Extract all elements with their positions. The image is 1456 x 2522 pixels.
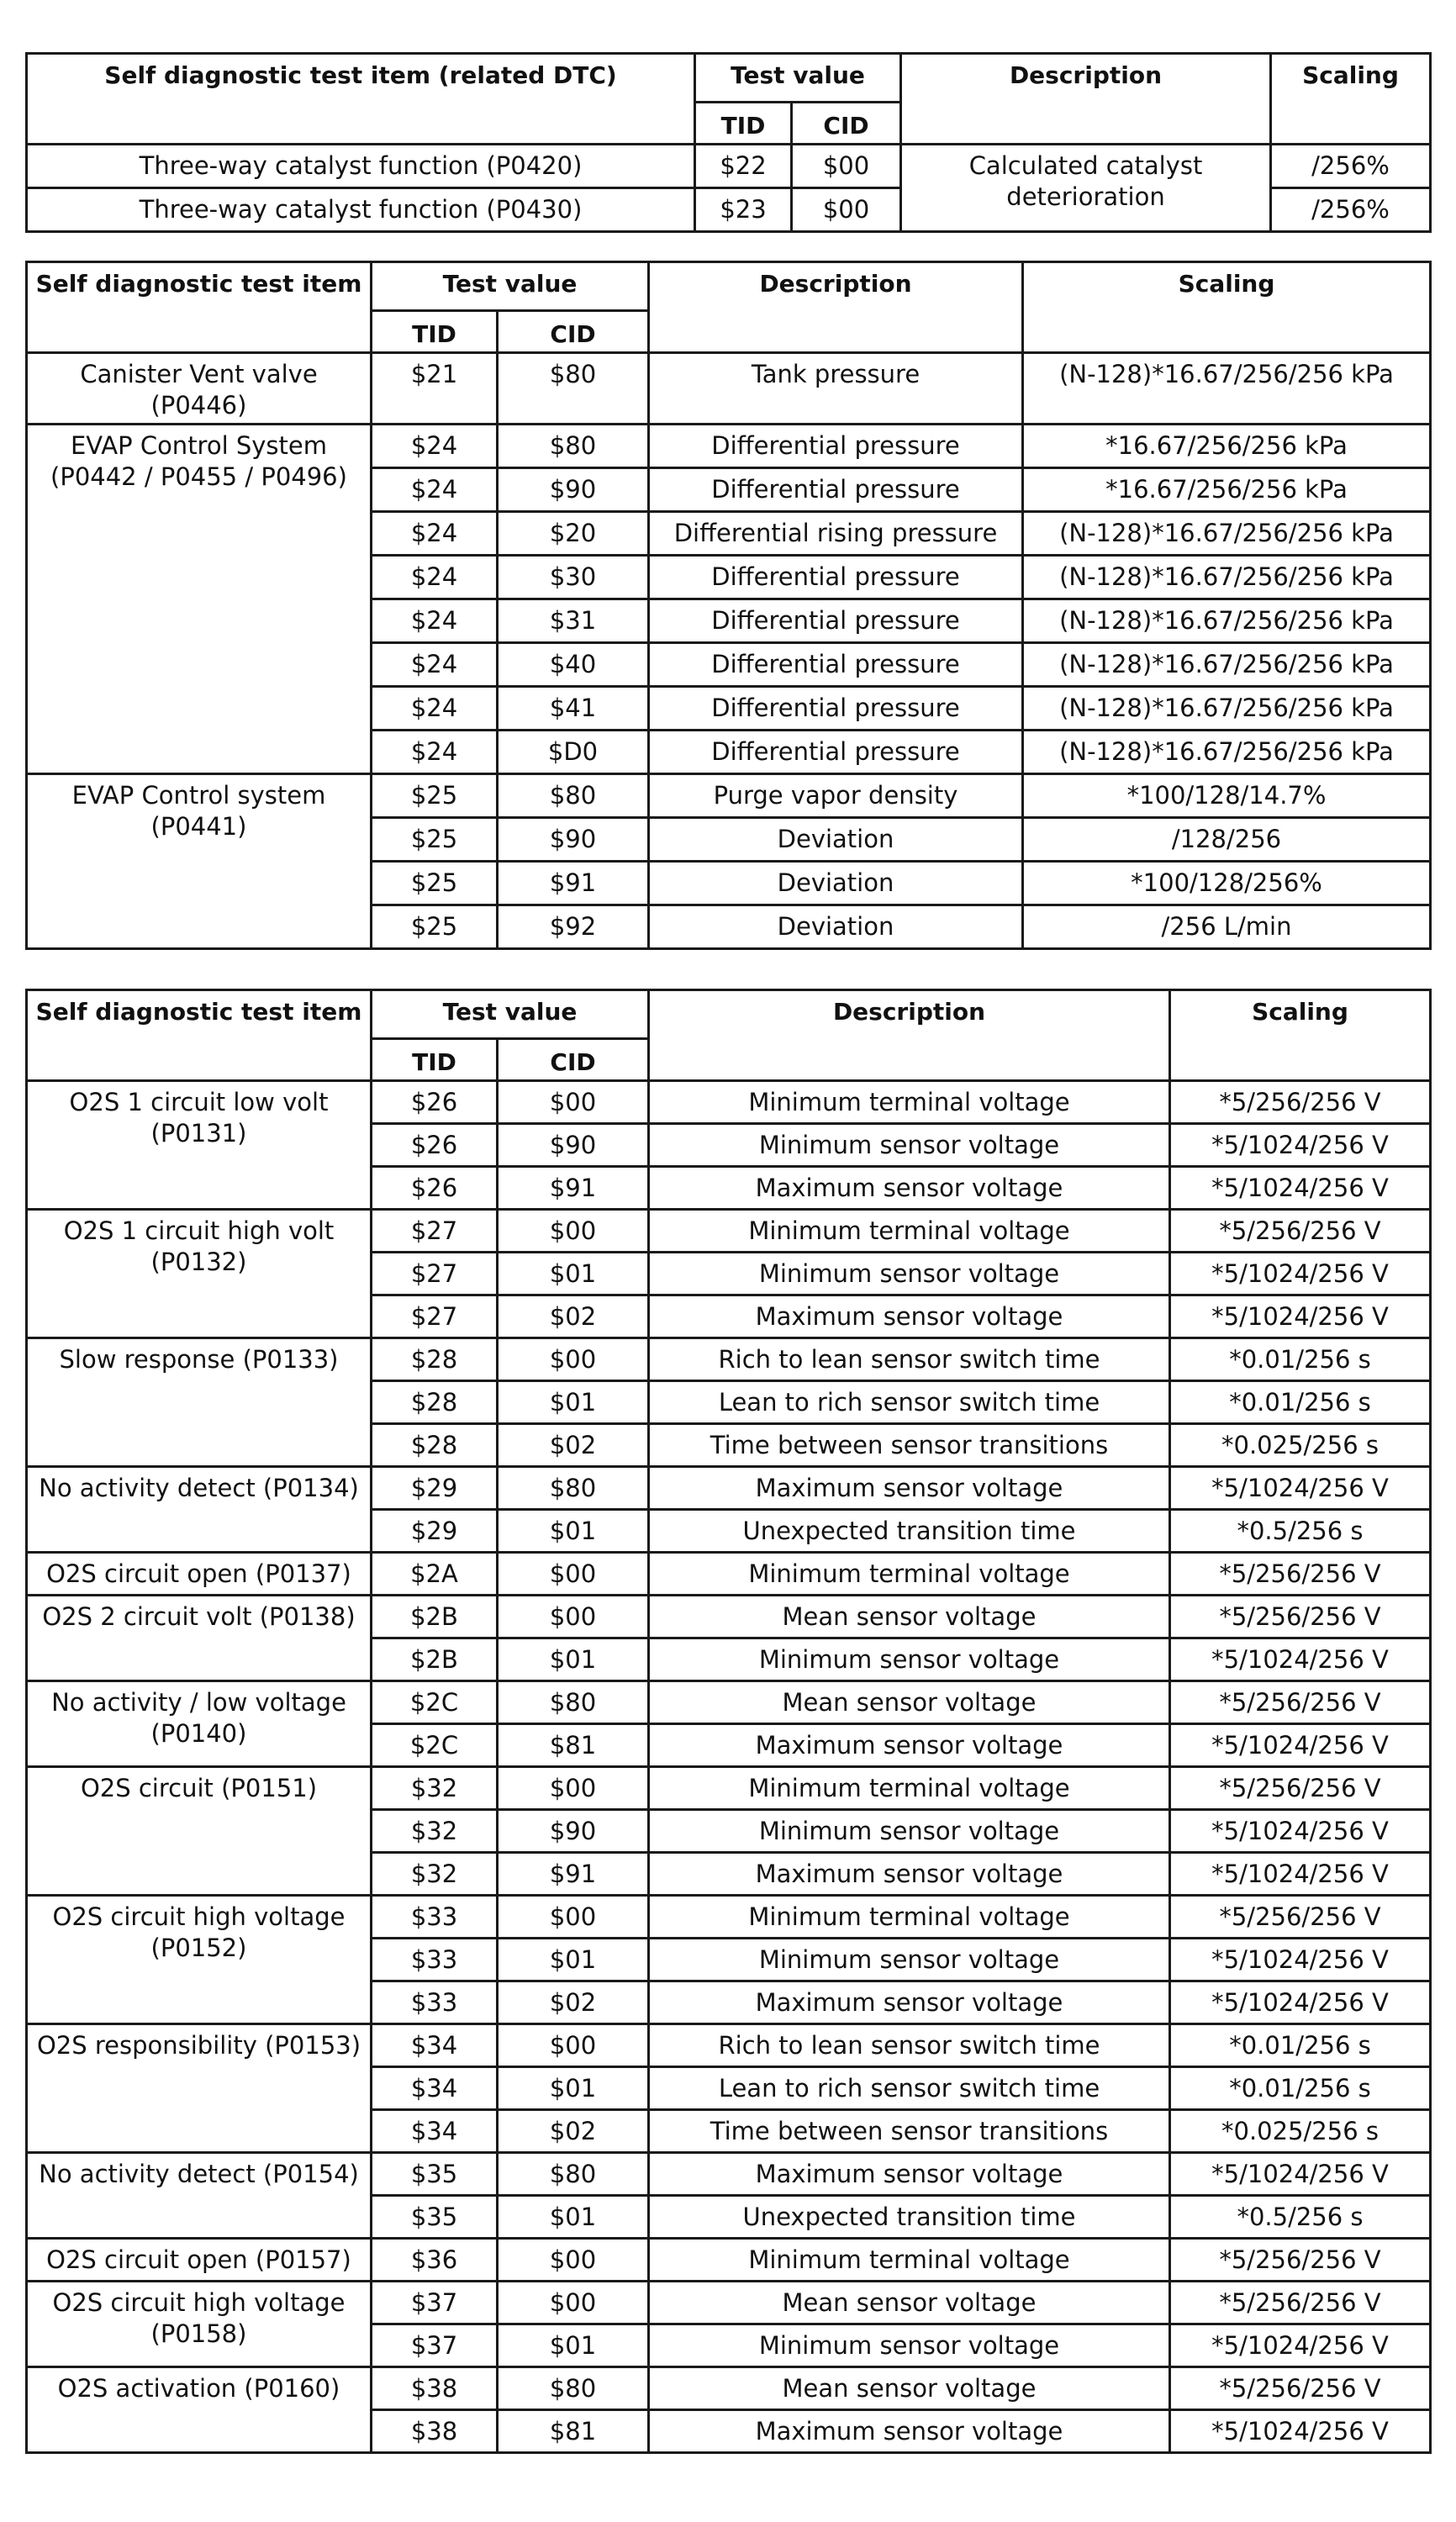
table-cell-scaling: *5/256/256 V [1170,2367,1431,2410]
table-cell-tid: $25 [372,818,498,862]
table-cell-description: Time between sensor transitions [649,1424,1170,1467]
table-cell-description: Maximum sensor voltage [649,1467,1170,1510]
table-cell-item: Three-way catalyst function (P0420) [27,145,695,188]
table-cell-tid: $34 [372,2110,498,2153]
table-cell-description: Minimum sensor voltage [649,1124,1170,1167]
table-cell-scaling: *5/256/256 V [1170,1681,1431,1724]
table-cell-scaling: *0.025/256 s [1170,2110,1431,2153]
table-cell-description: Unexpected transition time [649,2196,1170,2239]
table-cell-tid: $29 [372,1467,498,1510]
table-cell-description: Deviation [649,905,1023,949]
table-cell-scaling: *5/256/256 V [1170,2239,1431,2282]
table-cell-description: Unexpected transition time [649,1510,1170,1553]
table-cell-scaling: *16.67/256/256 kPa [1023,468,1431,512]
table-cell-cid: $00 [792,145,901,188]
table-cell-cid: $40 [498,643,649,687]
table-cell-description: Mean sensor voltage [649,2367,1170,2410]
table-row [27,425,1431,468]
table-cell-scaling: *16.67/256/256 kPa [1023,425,1431,468]
header-test-value: Test value [372,990,649,1039]
table-cell-description: Maximum sensor voltage [649,1724,1170,1767]
table-cell-tid: $2B [372,1638,498,1681]
table-cell-tid: $28 [372,1381,498,1424]
table-row [27,1553,1431,1596]
table-cell-scaling: *5/1024/256 V [1170,1638,1431,1681]
table-cell-scaling: *0.01/256 s [1170,1381,1431,1424]
table-cell-scaling: (N-128)*16.67/256/256 kPa [1023,643,1431,687]
table-cell-cid: $02 [498,1424,649,1467]
table-cell-scaling: /256 L/min [1023,905,1431,949]
table-cell-cid: $81 [498,2410,649,2453]
table-cell-scaling: *5/1024/256 V [1170,1939,1431,1981]
table-cell-cid: $92 [498,905,649,949]
table-cell-tid: $24 [372,643,498,687]
table-cell-scaling: *5/1024/256 V [1170,1124,1431,1167]
table-cell-scaling: *5/1024/256 V [1170,1167,1431,1210]
table-cell-description: Purge vapor density [649,774,1023,818]
table-cell-item: O2S circuit (P0151) [27,1767,372,1896]
table-row [27,2367,1431,2410]
table-cell-cid: $90 [498,1810,649,1853]
table-cell-cid: $02 [498,2110,649,2153]
table-cell-scaling: *5/256/256 V [1170,1210,1431,1253]
table-cell-scaling: *5/1024/256 V [1170,1295,1431,1338]
table-cell-item: No activity detect (P0154) [27,2153,372,2239]
table-row [27,353,1431,425]
table-cell-scaling: *0.5/256 s [1170,2196,1431,2239]
table-cell-item: EVAP Control System (P0442 / P0455 / P0496) [27,425,372,774]
table-cell-tid: $22 [695,145,792,188]
table-cell-cid: $01 [498,2196,649,2239]
table-cell-cid: $91 [498,1853,649,1896]
table-cell-scaling: /256% [1271,188,1431,232]
table-cell-description: Mean sensor voltage [649,1596,1170,1638]
table-cell-cid: $01 [498,1253,649,1295]
table-cell-description: Minimum terminal voltage [649,1896,1170,1939]
table-cell-tid: $24 [372,425,498,468]
table-cell-tid: $33 [372,1939,498,1981]
table-row [27,2239,1431,2282]
table-cell-description: Differential pressure [649,599,1023,643]
table-cell-tid: $33 [372,1981,498,2024]
table-cell-tid: $2B [372,1596,498,1638]
table-cell-scaling: *5/1024/256 V [1170,1810,1431,1853]
table-cell-item: Canister Vent valve (P0446) [27,353,372,425]
table-cell-description: Rich to lean sensor switch time [649,1338,1170,1381]
header-tid: TID [372,1039,498,1081]
table-cell-scaling: *0.01/256 s [1170,1338,1431,1381]
table-cell-tid: $24 [372,556,498,599]
table-cell-cid: $D0 [498,731,649,774]
table-cell-scaling: *5/1024/256 V [1170,1467,1431,1510]
table-cell-cid: $02 [498,1295,649,1338]
table-cell-description: Minimum sensor voltage [649,1638,1170,1681]
table-cell-scaling: *0.01/256 s [1170,2067,1431,2110]
table-row [27,2024,1431,2067]
table-cell-item: O2S circuit open (P0157) [27,2239,372,2282]
table-cell-tid: $34 [372,2067,498,2110]
table-cell-tid: $2C [372,1681,498,1724]
table-cell-scaling: /256% [1271,145,1431,188]
table-cell-description: Mean sensor voltage [649,1681,1170,1724]
table-cell-cid: $80 [498,425,649,468]
table-cell-cid: $00 [498,2239,649,2282]
header-scaling: Scaling [1023,262,1431,353]
table-cell-cid: $41 [498,687,649,731]
table-cell-tid: $25 [372,774,498,818]
table-cell-item: Slow response (P0133) [27,1338,372,1467]
table-cell-tid: $28 [372,1338,498,1381]
header-description: Description [649,990,1170,1081]
table-cell-cid: $31 [498,599,649,643]
table-cell-item: No activity detect (P0134) [27,1467,372,1553]
table-cell-tid: $24 [372,468,498,512]
table-cell-item: O2S 1 circuit high volt (P0132) [27,1210,372,1338]
table-cell-scaling: *5/1024/256 V [1170,2153,1431,2196]
table-row [27,1767,1431,1810]
table-cell-description: Minimum terminal voltage [649,1210,1170,1253]
table-cell-scaling: (N-128)*16.67/256/256 kPa [1023,556,1431,599]
table-row [27,1210,1431,1253]
table-row [27,1596,1431,1638]
header-description: Description [901,54,1271,145]
table-cell-description: Differential pressure [649,556,1023,599]
table-cell-description: Tank pressure [649,353,1023,425]
table-cell-tid: $27 [372,1253,498,1295]
header-cid: CID [498,1039,649,1081]
table-row [27,1081,1431,1124]
table-cell-tid: $35 [372,2153,498,2196]
table-cell-description: Minimum sensor voltage [649,1810,1170,1853]
table-cell-description: Minimum terminal voltage [649,1767,1170,1810]
table-cell-item: O2S circuit open (P0137) [27,1553,372,1596]
header-item: Self diagnostic test item [27,990,372,1081]
table-cell-item: O2S 2 circuit volt (P0138) [27,1596,372,1681]
header-description: Description [649,262,1023,353]
table-row [27,1681,1431,1724]
table-cell-description: Minimum terminal voltage [649,2239,1170,2282]
table-cell-cid: $00 [498,1338,649,1381]
table-cell-tid: $26 [372,1081,498,1124]
table-cell-tid: $23 [695,188,792,232]
table-row [27,1338,1431,1381]
table-cell-tid: $24 [372,731,498,774]
table-cell-tid: $24 [372,599,498,643]
table-cell-cid: $80 [498,2367,649,2410]
table-cell-scaling: *5/256/256 V [1170,1596,1431,1638]
header-item: Self diagnostic test item [27,262,372,353]
table-cell-tid: $33 [372,1896,498,1939]
table-cell-cid: $01 [498,1638,649,1681]
table-cell-description: Differential rising pressure [649,512,1023,556]
table-cell-item: EVAP Control system (P0441) [27,774,372,949]
table-cell-cid: $01 [498,2067,649,2110]
table-cell-tid: $25 [372,862,498,905]
header-tid: TID [695,103,792,145]
table-cell-scaling: *5/256/256 V [1170,1896,1431,1939]
header-scaling: Scaling [1170,990,1431,1081]
table-cell-cid: $20 [498,512,649,556]
table-cell-tid: $26 [372,1124,498,1167]
table-cell-description: Differential pressure [649,687,1023,731]
table-cell-tid: $35 [372,2196,498,2239]
table-cell-tid: $25 [372,905,498,949]
table-cell-scaling: *0.025/256 s [1170,1424,1431,1467]
table-cell-tid: $29 [372,1510,498,1553]
header-tid: TID [372,311,498,353]
table-cell-cid: $02 [498,1981,649,2024]
table-cell-scaling: *5/1024/256 V [1170,1724,1431,1767]
table-cell-description: Differential pressure [649,425,1023,468]
table-cell-cid: $00 [792,188,901,232]
table-cell-cid: $00 [498,1081,649,1124]
table-row [27,1896,1431,1939]
table-cell-item: O2S 1 circuit low volt (P0131) [27,1081,372,1210]
table-cell-tid: $2A [372,1553,498,1596]
table-cell-description: Minimum terminal voltage [649,1081,1170,1124]
table-cell-cid: $00 [498,1596,649,1638]
table-cell-cid: $90 [498,818,649,862]
table-cell-scaling: /128/256 [1023,818,1431,862]
table-row [27,2282,1431,2324]
table-cell-description: Maximum sensor voltage [649,1853,1170,1896]
table-cell-cid: $01 [498,2324,649,2367]
table-cell-cid: $91 [498,1167,649,1210]
table-cell-cid: $01 [498,1510,649,1553]
table-cell-description: Time between sensor transitions [649,2110,1170,2153]
table-cell-description: Differential pressure [649,643,1023,687]
table-cell-item: Three-way catalyst function (P0430) [27,188,695,232]
header-cid: CID [498,311,649,353]
table-cell-tid: $38 [372,2367,498,2410]
table-cell-tid: $27 [372,1210,498,1253]
table-cell-cid: $00 [498,1896,649,1939]
table-cell-description: Maximum sensor voltage [649,2410,1170,2453]
table-cell-scaling: *5/256/256 V [1170,1553,1431,1596]
table-cell-scaling: *5/1024/256 V [1170,2324,1431,2367]
table-cell-scaling: *5/256/256 V [1170,2282,1431,2324]
header-item: Self diagnostic test item (related DTC) [27,54,695,145]
table-cell-item: O2S responsibility (P0153) [27,2024,372,2153]
table-cell-cid: $80 [498,1681,649,1724]
table-cell-tid: $26 [372,1167,498,1210]
table-cell-description: Differential pressure [649,731,1023,774]
table-cell-cid: $80 [498,353,649,425]
table-cell-cid: $00 [498,1767,649,1810]
table-cell-tid: $34 [372,2024,498,2067]
table-row [27,774,1431,818]
table-cell-tid: $27 [372,1295,498,1338]
table-cell-cid: $01 [498,1381,649,1424]
o2-sensor-test-table [25,989,1432,2454]
table-row [27,1467,1431,1510]
table-cell-tid: $36 [372,2239,498,2282]
table-cell-description: Calculated catalyst deterioration [901,145,1271,232]
table-cell-description: Maximum sensor voltage [649,1167,1170,1210]
table-cell-scaling: *5/1024/256 V [1170,2410,1431,2453]
table-cell-cid: $90 [498,1124,649,1167]
table-cell-item: O2S circuit high voltage (P0158) [27,2282,372,2367]
table-cell-scaling: (N-128)*16.67/256/256 kPa [1023,353,1431,425]
table-cell-description: Minimum sensor voltage [649,1253,1170,1295]
evap-test-table [25,261,1432,950]
table-cell-cid: $30 [498,556,649,599]
table-cell-description: Deviation [649,862,1023,905]
table-cell-cid: $91 [498,862,649,905]
table-cell-tid: $37 [372,2282,498,2324]
table-cell-tid: $24 [372,512,498,556]
table-cell-scaling: *5/1024/256 V [1170,1253,1431,1295]
table-cell-description: Minimum terminal voltage [649,1553,1170,1596]
table-cell-cid: $00 [498,1553,649,1596]
table-cell-description: Rich to lean sensor switch time [649,2024,1170,2067]
table-cell-scaling: *100/128/256% [1023,862,1431,905]
table-cell-scaling: *5/1024/256 V [1170,1981,1431,2024]
table-cell-scaling: *0.5/256 s [1170,1510,1431,1553]
table-cell-scaling: *0.01/256 s [1170,2024,1431,2067]
table-cell-tid: $32 [372,1810,498,1853]
header-test-value: Test value [695,54,901,103]
table-cell-scaling: *5/256/256 V [1170,1081,1431,1124]
table-cell-scaling: (N-128)*16.67/256/256 kPa [1023,687,1431,731]
table-cell-description: Deviation [649,818,1023,862]
table-cell-tid: $32 [372,1767,498,1810]
table-cell-description: Maximum sensor voltage [649,2153,1170,2196]
table-cell-description: Maximum sensor voltage [649,1295,1170,1338]
table-cell-scaling: (N-128)*16.67/256/256 kPa [1023,512,1431,556]
table-cell-description: Maximum sensor voltage [649,1981,1170,2024]
table-cell-scaling: *5/256/256 V [1170,1767,1431,1810]
table-cell-tid: $37 [372,2324,498,2367]
table-cell-description: Differential pressure [649,468,1023,512]
table-cell-cid: $80 [498,2153,649,2196]
table-cell-tid: $38 [372,2410,498,2453]
table-cell-item: No activity / low voltage (P0140) [27,1681,372,1767]
table-cell-cid: $81 [498,1724,649,1767]
table-cell-item: O2S activation (P0160) [27,2367,372,2453]
table-cell-tid: $21 [372,353,498,425]
table-cell-item: O2S circuit high voltage (P0152) [27,1896,372,2024]
table-cell-description: Lean to rich sensor switch time [649,2067,1170,2110]
table-cell-tid: $2C [372,1724,498,1767]
header-test-value: Test value [372,262,649,311]
table-cell-cid: $00 [498,2024,649,2067]
table-cell-cid: $80 [498,1467,649,1510]
table-cell-scaling: (N-128)*16.67/256/256 kPa [1023,599,1431,643]
table-cell-tid: $24 [372,687,498,731]
o2-table-body [27,1081,1431,2453]
table-cell-cid: $80 [498,774,649,818]
table-row [27,2153,1431,2196]
table-cell-description: Mean sensor voltage [649,2282,1170,2324]
table-cell-description: Minimum sensor voltage [649,1939,1170,1981]
catalyst-test-table [25,52,1432,233]
table-cell-scaling: *5/1024/256 V [1170,1853,1431,1896]
table-cell-scaling: (N-128)*16.67/256/256 kPa [1023,731,1431,774]
evap-table-body [27,353,1431,949]
table-cell-cid: $00 [498,2282,649,2324]
table-cell-cid: $00 [498,1210,649,1253]
header-scaling: Scaling [1271,54,1431,145]
header-cid: CID [792,103,901,145]
table-cell-tid: $32 [372,1853,498,1896]
table-cell-tid: $28 [372,1424,498,1467]
table-cell-cid: $01 [498,1939,649,1981]
table-cell-scaling: *100/128/14.7% [1023,774,1431,818]
table-cell-description: Minimum sensor voltage [649,2324,1170,2367]
table-cell-description: Lean to rich sensor switch time [649,1381,1170,1424]
table-cell-cid: $90 [498,468,649,512]
